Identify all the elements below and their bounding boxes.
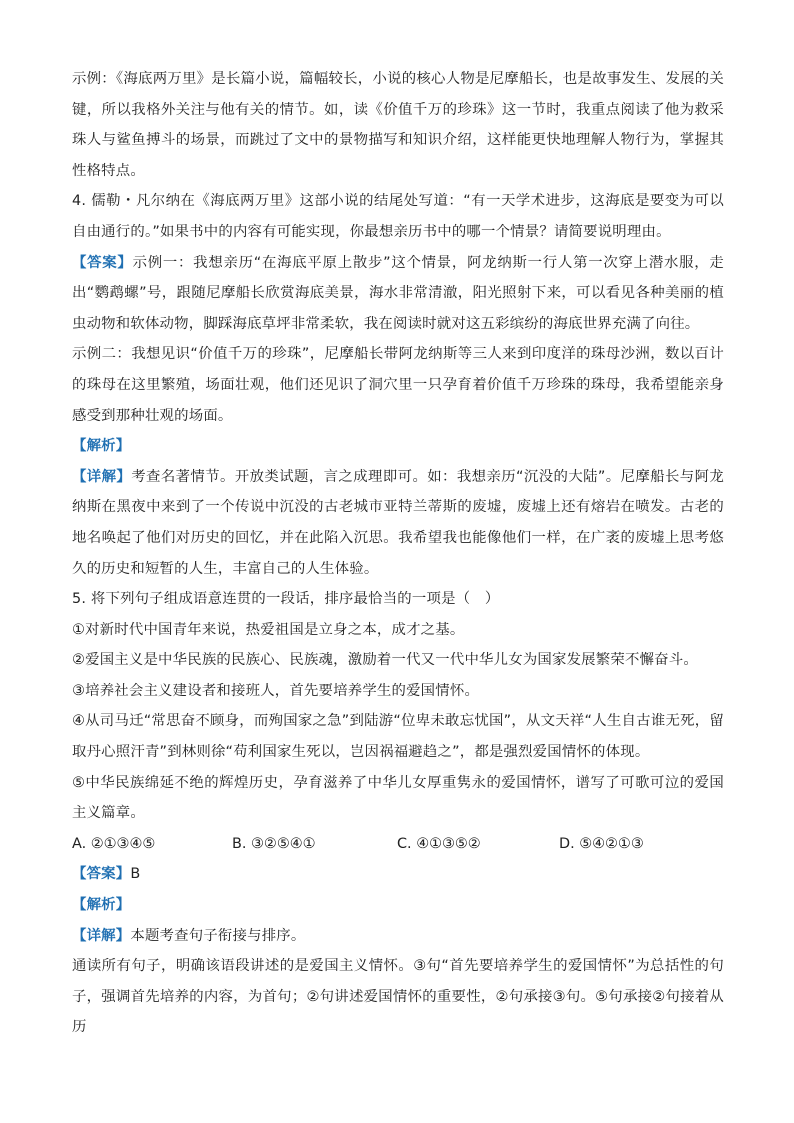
document-page bbox=[72, 64, 724, 1043]
answer-options bbox=[72, 829, 724, 860]
q4-analysis bbox=[72, 431, 724, 462]
q4-detail bbox=[72, 462, 724, 584]
q5-answer bbox=[72, 859, 724, 890]
detail-text: 考查名著情节。开放类试题，言之成理即可。如：我想亲历“沉没的大陆”。尼摩船长与阿龙纳斯在黑夜中来到了一个传说中沉没的古老城市亚特兰蒂斯的废墟，废墟上还有熔岩在喷发。古老的地名唤起了他们对历史的回忆，并在此陷入沉思。我希望我也能像他们一样，在广袤的废墟上思考悠久的历史和短暂的人生，丰富自己的人生体验。 bbox=[72, 468, 724, 577]
sentence-5: ⑤中华民族绵延不绝的辉煌历史，孕育滋养了中华儿女厚重隽永的爱国情怀，谱写了可歌可泣的爱国主义篇章。 bbox=[72, 774, 724, 822]
example-paragraph: 示例：《海底两万里》是长篇小说，篇幅较长，小说的核心人物是尼摩船长，也是故事发生、发展的关键，所以我格外关注与他有关的情节。如，读《价值千万的珍珠》这一节时，我重点阅读了他为救采珠人与鲨鱼搏斗的场景，而跳过了文中的景物描写和知识介绍，这样能更快地理解人物行为，掌握其性格特点。 bbox=[72, 71, 724, 179]
answer-text: 示例一：我想亲历“在海底平原上散步”这个情景，阿龙纳斯一行人第一次穿上潜水服，走出“鹦鹉螺”号，跟随尼摩船长欣赏海底美景，海水非常清澈，阳光照射下来，可以看见各种美丽的植虫动物和软体动物，脚踩海底草坪非常柔软，我在阅读时就对这五彩缤纷的海底世界充满了向往。 bbox=[72, 254, 724, 332]
detail-tag: 【详解】 bbox=[72, 927, 131, 944]
q5-analysis bbox=[72, 890, 724, 921]
q5-detail-2: 通读所有句子，明确该语段讲述的是爱国主义情怀。③句“首先要培养学生的爱国情怀”为总括性的句子，强调首先培养的内容，为首句；②句讲述爱国情怀的重要性，②句承接③句。⑤句承接②句接着从历 bbox=[72, 958, 724, 1036]
question-4: 4. 儒勒・凡尔纳在《海底两万里》这部小说的结尾处写道：“有一天学术进步，这海底是要变为可以自由通行的。”如果书中的内容有可能实现，你最想亲历书中的哪一个情景？请简要说明理由。 bbox=[72, 193, 724, 240]
sentence-1: ①对新时代中国青年来说，热爱祖国是立身之本，成才之基。 bbox=[72, 621, 465, 638]
detail-text: 本题考查句子衔接与排序。 bbox=[130, 927, 306, 944]
option-b: B. ③②⑤④① bbox=[232, 835, 316, 852]
question-5: 5. 将下列句子组成语意连贯的一段话，排序最恰当的一项是（ ） bbox=[72, 591, 500, 608]
option-a: A. ②①③④⑤ bbox=[72, 835, 156, 852]
q4-example-2: 示例二：我想见识“价值千万的珍珠”，尼摩船长带阿龙纳斯等三人来到印度洋的珠母沙洲，数以百计的珠母在这里繁殖，场面壮观，他们还见识了洞穴里一只孕育着价值千万珍珠的珠母，我希望能亲身感受到那种壮观的场面。 bbox=[72, 346, 724, 424]
sentence-3: ③培养社会主义建设者和接班人，首先要培养学生的爱国情怀。 bbox=[72, 682, 480, 699]
answer-text: B bbox=[130, 866, 141, 883]
analysis-tag: 【解析】 bbox=[72, 897, 131, 914]
detail-tag: 【详解】 bbox=[72, 468, 132, 485]
answer-tag: 【答案】 bbox=[72, 866, 131, 883]
option-c: C. ④①③⑤② bbox=[397, 835, 481, 852]
option-d: D. ⑤④②①③ bbox=[559, 835, 644, 852]
sentence-4: ④从司马迁“常思奋不顾身，而殉国家之急”到陆游“位卑未敢忘忧国”，从文天祥“人生自古谁无死，留取丹心照汗青”到林则徐“苟利国家生死以，岂因祸福避趋之”，都是强烈爱国情怀的体现。 bbox=[72, 713, 724, 761]
q4-answer bbox=[72, 248, 724, 340]
answer-tag: 【答案】 bbox=[72, 254, 133, 271]
analysis-tag: 【解析】 bbox=[72, 438, 131, 455]
q5-detail bbox=[72, 921, 724, 952]
sentence-2: ②爱国主义是中华民族的民族心、民族魂，激励着一代又一代中华儿女为国家发展繁荣不懈奋斗。 bbox=[72, 652, 698, 669]
